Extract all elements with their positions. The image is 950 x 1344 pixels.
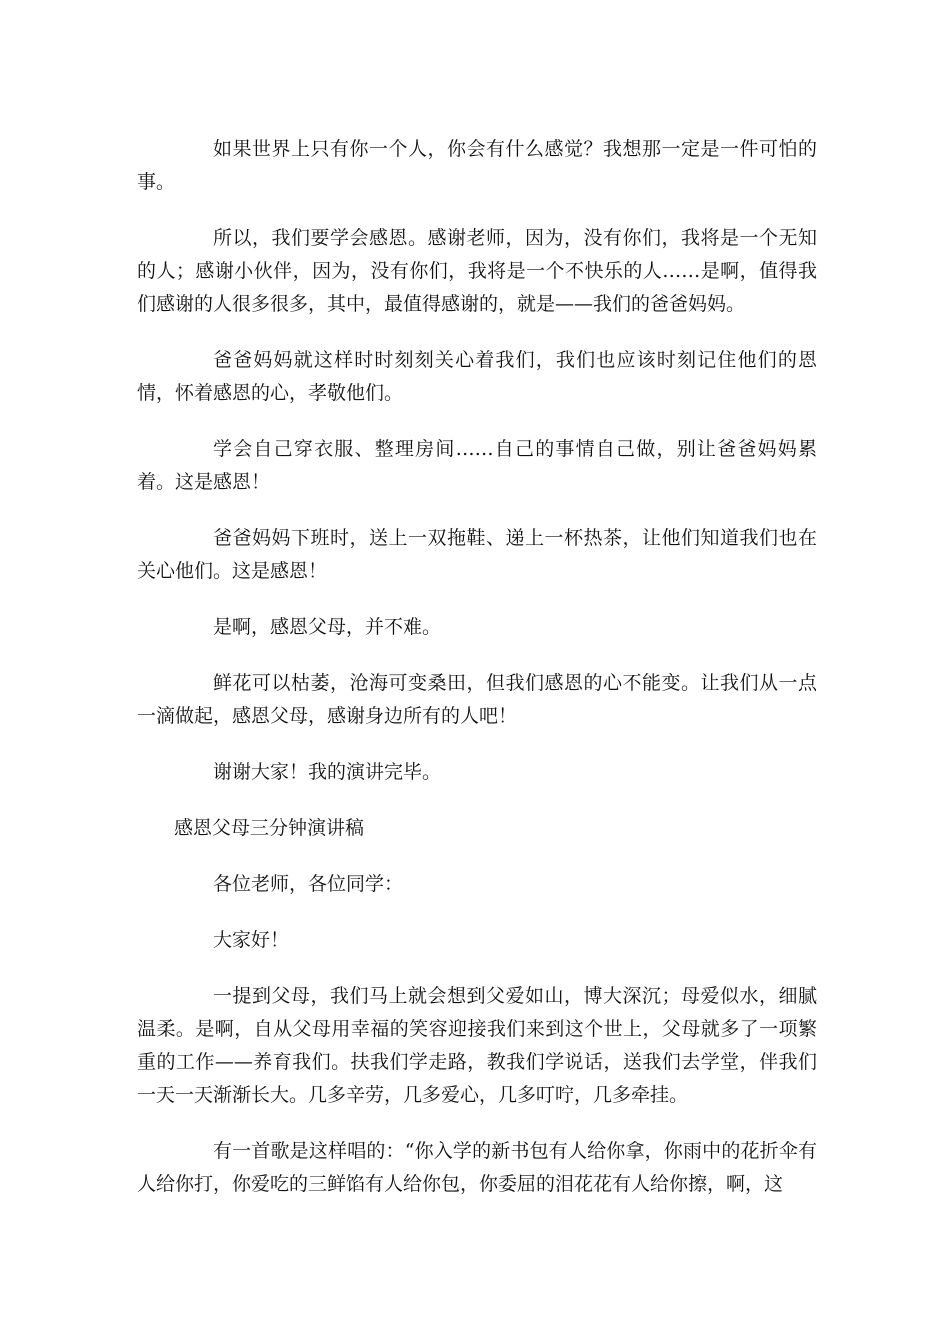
paragraph: 如果世界上只有你一个人，你会有什么感觉？我想那一定是一件可怕的事。: [137, 138, 817, 193]
paragraph: 有一首歌是这样唱的：“你入学的新书包有人给你拿，你雨中的花折伞有人给你打，你爱吃的三鲜馅有人给你包，你委屈的泪花花有人给你擦，啊，这: [137, 1140, 817, 1195]
paragraph: 爸爸妈妈下班时，送上一双拖鞋、递上一杯热茶，让他们知道我们也在关心他们。这是感恩！: [137, 527, 817, 582]
document-body: [137, 133, 817, 1224]
paragraph: 爸爸妈妈就这样时时刻刻关心着我们，我们也应该时刻记住他们的恩情，怀着感恩的心，孝敬他们。: [137, 349, 817, 404]
paragraph: 鲜花可以枯萎，沧海可变桑田，但我们感恩的心不能变。让我们从一点一滴做起，感恩父母，感谢身边所有的人吧！: [137, 672, 817, 727]
paragraph: 一提到父母，我们马上就会想到父爱如山，博大深沉；母爱似水，细腻温柔。是啊，自从父母用幸福的笑容迎接我们来到这个世上，父母就多了一项繁重的工作——养育我们。扶我们学走路，教我们学说话，送我们去学堂，伴我们一天一天渐渐长大。几多辛劳，几多爱心，几多叮咛，几多牵挂。: [137, 985, 817, 1106]
section-heading: 感恩父母三分钟演讲稿: [174, 817, 365, 839]
paragraph: 所以，我们要学会感恩。感谢老师，因为，没有你们，我将是一个无知的人；感谢小伙伴，因为，没有你们，我将是一个不快乐的人……是啊，值得我们感谢的人很多很多，其中，最值得感谢的，就是——我们的爸爸妈妈。: [137, 227, 817, 315]
paragraph: 是啊，感恩父母，并不难。: [213, 616, 442, 638]
paragraph: 各位老师，各位同学：: [213, 873, 404, 895]
paragraph: 谢谢大家！我的演讲完毕。: [213, 761, 442, 783]
paragraph: 学会自己穿衣服、整理房间……自己的事情自己做，别让爸爸妈妈累着。这是感恩！: [137, 438, 817, 493]
paragraph: 大家好！: [213, 929, 290, 951]
